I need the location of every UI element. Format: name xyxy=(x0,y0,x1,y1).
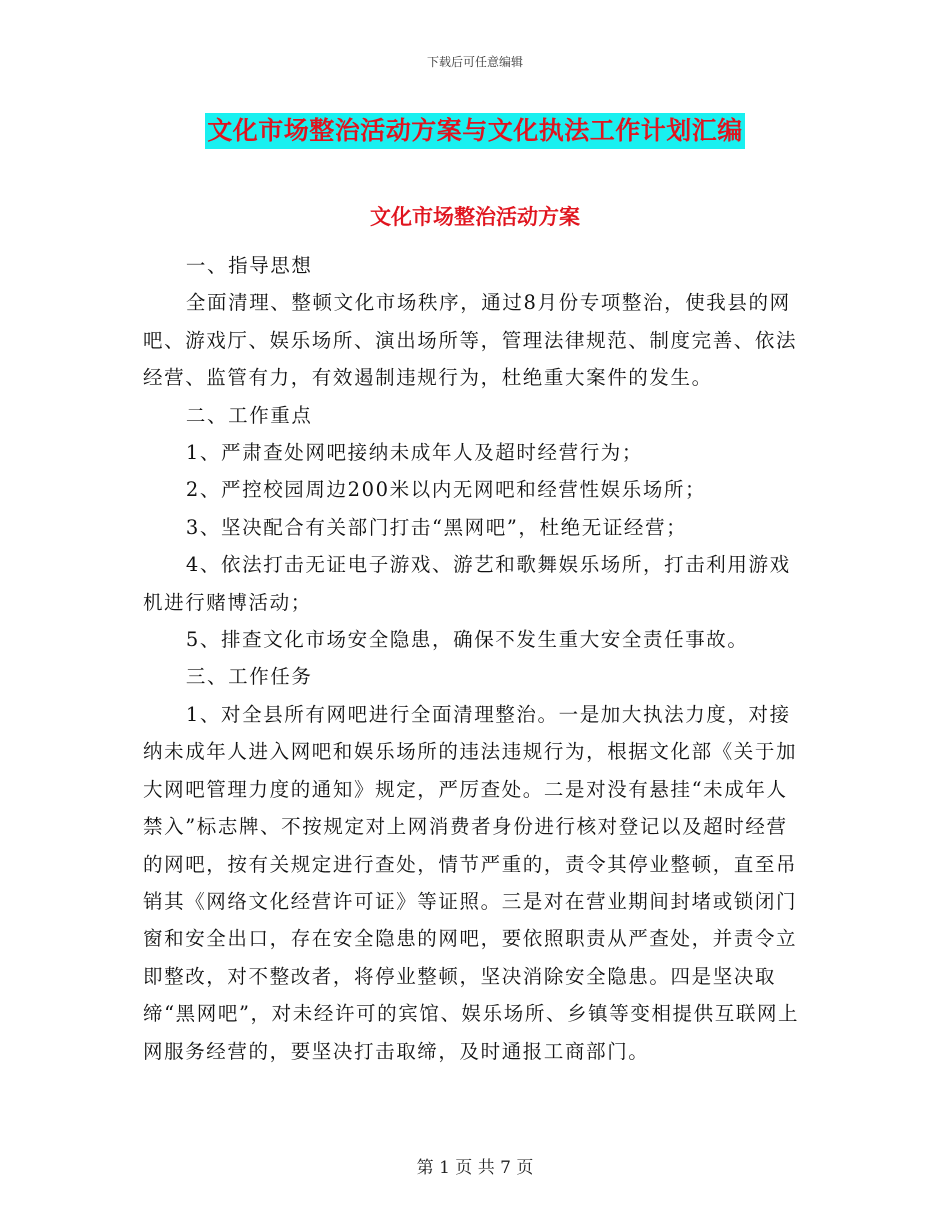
focus-item-3: 3、坚决配合有关部门打击“黑网吧”，杜绝无证经营； xyxy=(185,515,688,539)
focus-item-1: 1、严肃查处网吧接纳未成年人及超时经营行为； xyxy=(185,441,643,465)
focus-item-5: 5、排查文化市场安全隐患，确保不发生重大安全责任事故。 xyxy=(185,628,749,652)
paragraph-guiding-ideology: 全面清理、整顿文化市场秩序，通过8月份专项整治，使我县的网吧、游戏厅、娱乐场所、演出场所等，管理法律规范、制度完善、依法经营、监管有力，有效遏制违规行为，杜绝重大案件的发生。 xyxy=(143,291,798,390)
section-title: 文化市场整治活动方案 xyxy=(370,204,580,229)
focus-item-4: 4、依法打击无证电子游戏、游艺和歌舞娱乐场所，打击利用游戏机进行赌博活动； xyxy=(143,553,791,614)
heading-work-tasks: 三、工作任务 xyxy=(185,665,313,689)
document-title: 文化市场整治活动方案与文化执法工作计划汇编 xyxy=(205,113,745,149)
heading-guiding-ideology: 一、指导思想 xyxy=(185,254,313,277)
header-note: 下载后可任意编辑 xyxy=(426,55,523,69)
task-item-1: 1、对全县所有网吧进行全面清理整治。一是加大执法力度，对接纳未成年人进入网吧和娱乐场所的违法违规行为，根据文化部《关于加大网吧管理力度的通知》规定，严厉查处。二是对没有悬挂“未成年人禁入”标志牌、不按规定对上网消费者身份进行核对登记以及超时经营的网吧，按有关规定进行查处，情节严重的，责令其停业整顿，直至吊销其《网络文化经营许可证》等证照。三是对在营业期间封堵或锁闭门窗和安全出口，存在安全隐患的网吧，要依照职责从严查处，并责令立即整改，对不整改者，将停业整顿，坚决消除安全隐患。四是坚决取缔“黑网吧”，对未经许可的宾馆、娱乐场所、乡镇等变相提供互联网上网服务经营的，要坚决打击取缔，及时通报工商部门。 xyxy=(143,702,800,1063)
page-footer: 第 1 页 共 7 页 xyxy=(416,1158,534,1178)
focus-item-2: 2、严控校园周边200米以内无网吧和经营性娱乐场所； xyxy=(185,478,707,502)
document-title-container xyxy=(0,113,950,149)
document-body xyxy=(143,247,807,1070)
heading-work-focus: 二、工作重点 xyxy=(185,403,313,427)
